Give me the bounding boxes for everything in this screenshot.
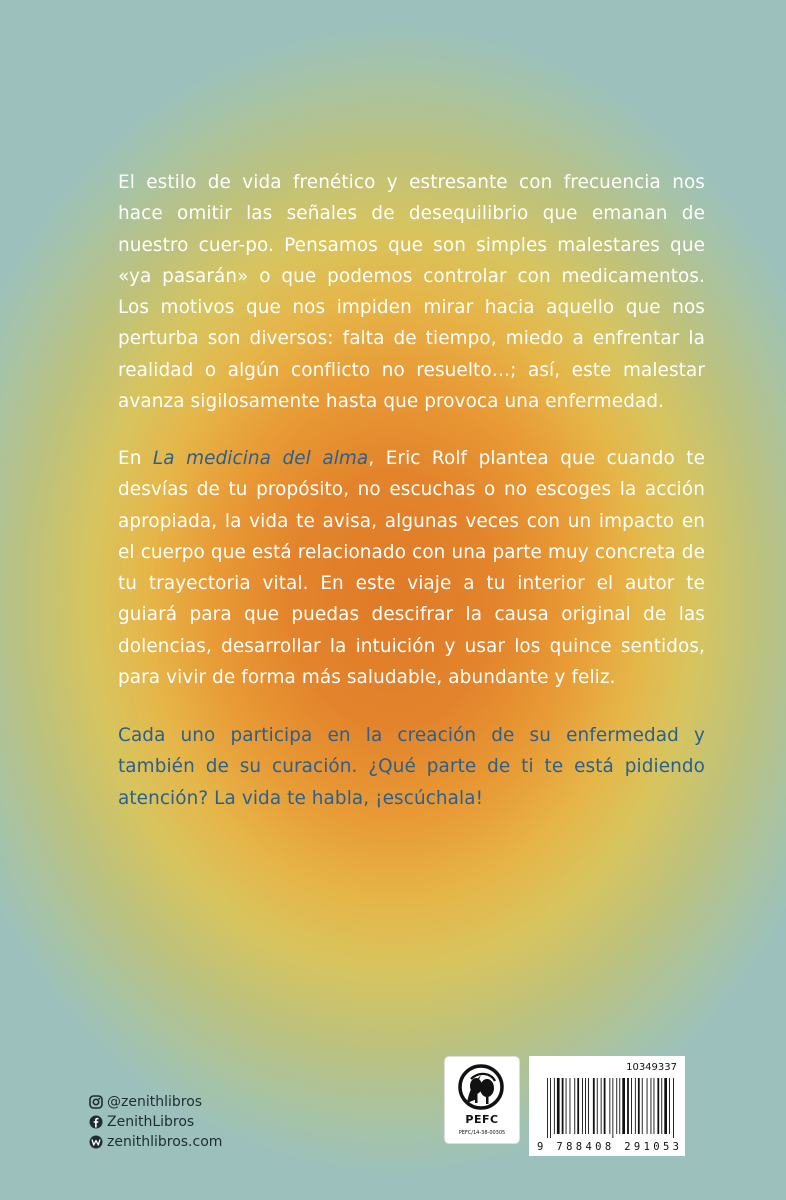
barcode-bar (577, 1078, 579, 1134)
barcode-bar (635, 1078, 636, 1134)
barcode-bar (616, 1078, 617, 1134)
p2-prefix: En (118, 448, 153, 469)
synopsis-paragraph-2 (118, 443, 705, 693)
web-icon (89, 1135, 103, 1149)
barcode-bar (588, 1078, 589, 1134)
barcode-bar (547, 1078, 548, 1138)
barcode-bar (651, 1078, 652, 1134)
barcode-bar (585, 1078, 586, 1134)
barcode-bar (597, 1078, 598, 1134)
barcode-bar (612, 1078, 613, 1138)
barcode-bar (647, 1078, 648, 1134)
website-url: zenithlibros.com (107, 1134, 223, 1150)
pefc-label: PEFC (465, 1113, 499, 1126)
barcode-bar (673, 1078, 674, 1138)
barcode-bar (657, 1078, 659, 1134)
barcode-bar (664, 1078, 667, 1134)
facebook-icon (89, 1115, 103, 1129)
barcode-bar (627, 1078, 629, 1134)
instagram-handle: @zenithlibros (107, 1094, 203, 1110)
barcode-bar (638, 1078, 640, 1134)
barcode-bar (619, 1078, 620, 1134)
facebook-row (89, 1112, 222, 1132)
barcode-bar (570, 1078, 571, 1134)
barcode-bar (622, 1078, 625, 1134)
barcode-bar (557, 1078, 560, 1134)
barcode-bar (669, 1078, 670, 1134)
barcode-bar (601, 1078, 602, 1134)
barcode-bar (593, 1078, 595, 1134)
publisher-social-links (89, 1092, 222, 1152)
barcode-bar (566, 1078, 567, 1134)
pefc-code: PEFC/14-38-00305 (458, 1130, 506, 1136)
barcode-bar (642, 1078, 643, 1134)
barcode-bar (604, 1078, 606, 1134)
barcode-bar (582, 1078, 583, 1134)
instagram-icon (89, 1095, 103, 1109)
synopsis-paragraph-1: El estilo de vida frenético y estresante con frecuencia nos hace omitir las señales de desequilibrio que emanan de nuestro cuer-po. Pensamos que son simples malestares que «ya pasarán» o que podemos controlar con medicamentos. Los motivos que nos impiden mirar hacia aquello que nos perturba son diversos: falta de tiempo, miedo a enfrentar la realidad o algún conflicto no resuelto…; así, este malestar avanza sigilosamente hasta que provoca una enfermedad. (118, 172, 705, 413)
barcode-bar (554, 1078, 555, 1134)
facebook-handle: ZenithLibros (107, 1114, 195, 1130)
p2-rest: , Eric Rolf plantea que cuando te desvías de tu propósito, no escuchas o no escoges la acción apropiada, la vida te avisa, algunas veces con un impacto en el cuerpo que está relacionado con una parte muy concreta de tu trayectoria vital. En este viaje a tu interior el autor te guiará para que puedas descifrar la causa original de las dolencias, desarrollar la intuición y usar los quince sentidos, para vivir de forma más saludable, abundante y feliz. (118, 448, 705, 689)
barcode-bar (654, 1078, 655, 1134)
pefc-trees-icon (457, 1063, 505, 1111)
barcode-reference-number: 10349337 (626, 1062, 677, 1073)
web-row (89, 1132, 222, 1152)
barcode-bar (574, 1078, 575, 1134)
pefc-certification-logo (444, 1056, 520, 1144)
barcode-bar (562, 1078, 564, 1134)
barcode-bar (609, 1078, 610, 1134)
barcode-bar (661, 1078, 662, 1134)
closing-paragraph: Cada uno participa en la creación de su enfermedad y también de su curación. ¿Qué parte de ti te está pidiendo atención? La vida te habla, ¡escúchala! (118, 725, 705, 809)
barcode-bars (537, 1076, 681, 1154)
instagram-row (89, 1092, 222, 1112)
barcode-bar (631, 1078, 632, 1134)
barcode-bar (550, 1078, 551, 1138)
book-title-italic: La medicina del alma (152, 448, 369, 469)
isbn-barcode (529, 1056, 685, 1156)
isbn-digits: 9 788408 291053 (537, 1141, 679, 1153)
